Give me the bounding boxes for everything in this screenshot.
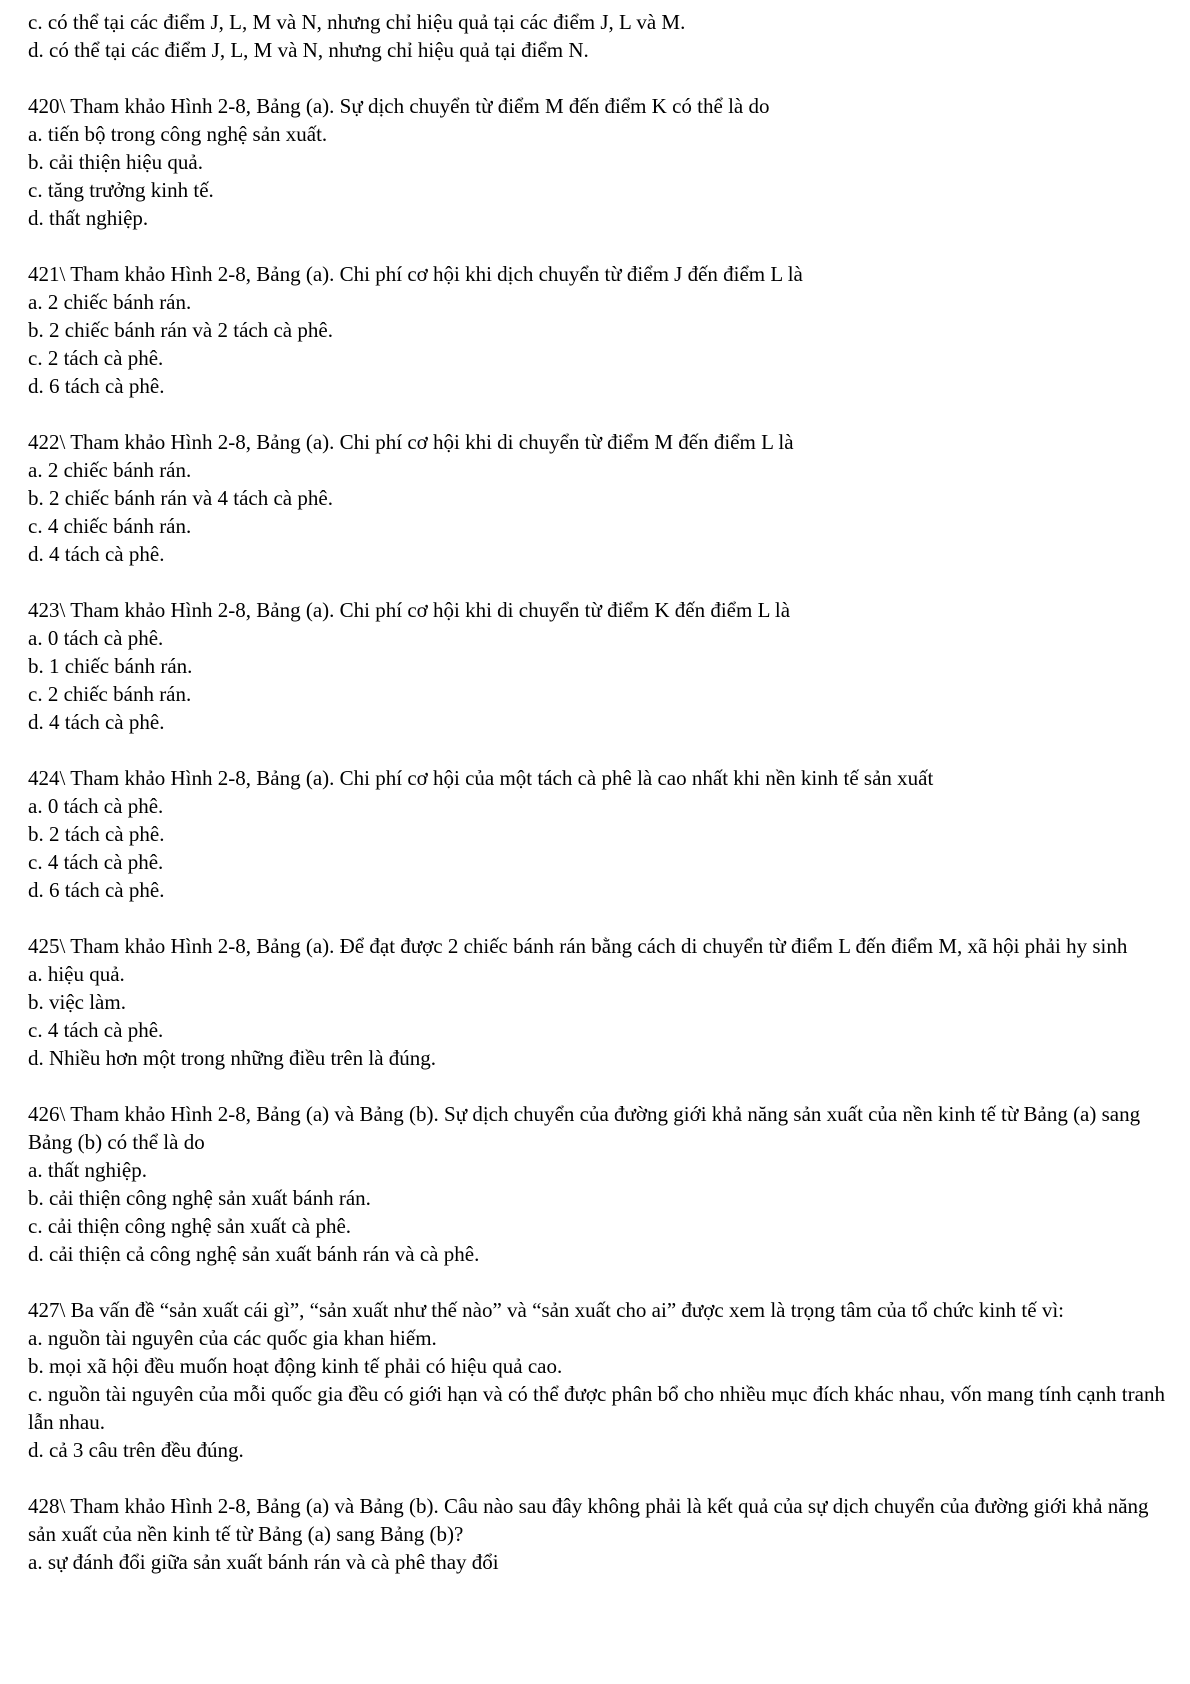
option-line: a. 2 chiếc bánh rán. [28, 458, 192, 482]
option-line: d. 4 tách cà phê. [28, 710, 165, 734]
question-426 [28, 1100, 1168, 1268]
question-stem: 423\ Tham khảo Hình 2-8, Bảng (a). Chi phí cơ hội khi di chuyển từ điểm K đến điểm L là [28, 598, 791, 622]
question-stem: 424\ Tham khảo Hình 2-8, Bảng (a). Chi phí cơ hội của một tách cà phê là cao nhất khi nền kinh tế sản xuất [28, 766, 934, 790]
option-line: b. 2 tách cà phê. [28, 822, 165, 846]
option-line: d. có thể tại các điểm J, L, M và N, nhưng chỉ hiệu quả tại điểm N. [28, 38, 589, 62]
option-line: d. thất nghiệp. [28, 206, 149, 230]
option-line: c. tăng trưởng kinh tế. [28, 178, 214, 202]
option-line: c. có thể tại các điểm J, L, M và N, nhưng chỉ hiệu quả tại các điểm J, L và M. [28, 10, 686, 34]
option-line: c. 2 tách cà phê. [28, 346, 164, 370]
question-stem: 428\ Tham khảo Hình 2-8, Bảng (a) và Bảng (b). Câu nào sau đây không phải là kết quả của sự dịch chuyển của đường giới khả năng sản xuất của nền kinh tế từ Bảng (a) sang Bảng (b)? [28, 1494, 1149, 1546]
question-424 [28, 764, 1168, 904]
option-line: a. 2 chiếc bánh rán. [28, 290, 192, 314]
option-line: a. thất nghiệp. [28, 1158, 147, 1182]
option-line: c. cải thiện công nghệ sản xuất cà phê. [28, 1214, 352, 1238]
option-line: d. 4 tách cà phê. [28, 542, 165, 566]
option-line: d. Nhiều hơn một trong những điều trên là đúng. [28, 1046, 437, 1070]
question-stem: 420\ Tham khảo Hình 2-8, Bảng (a). Sự dịch chuyển từ điểm M đến điểm K có thể là do [28, 94, 770, 118]
question-stem: 427\ Ba vấn đề “sản xuất cái gì”, “sản xuất như thế nào” và “sản xuất cho ai” được xem là trọng tâm của tổ chức kinh tế vì: [28, 1298, 1064, 1322]
option-line: d. 6 tách cà phê. [28, 878, 165, 902]
question-421 [28, 260, 1168, 400]
option-line: c. nguồn tài nguyên của mỗi quốc gia đều có giới hạn và có thể được phân bổ cho nhiều mục đích khác nhau, vốn mang tính cạnh tranh lẫn nhau. [28, 1382, 1165, 1434]
option-line: c. 4 chiếc bánh rán. [28, 514, 192, 538]
option-line: a. sự đánh đổi giữa sản xuất bánh rán và cà phê thay đổi [28, 1550, 499, 1574]
question-423 [28, 596, 1168, 736]
lead-options [28, 8, 1168, 64]
option-line: b. việc làm. [28, 990, 126, 1014]
question-425 [28, 932, 1168, 1072]
option-line: a. nguồn tài nguyên của các quốc gia khan hiếm. [28, 1326, 437, 1350]
option-line: a. 0 tách cà phê. [28, 794, 164, 818]
option-line: b. cải thiện công nghệ sản xuất bánh rán. [28, 1186, 371, 1210]
option-line: d. 6 tách cà phê. [28, 374, 165, 398]
question-420 [28, 92, 1168, 232]
option-line: a. tiến bộ trong công nghệ sản xuất. [28, 122, 328, 146]
option-line: b. mọi xã hội đều muốn hoạt động kinh tế phải có hiệu quả cao. [28, 1354, 563, 1378]
question-stem: 422\ Tham khảo Hình 2-8, Bảng (a). Chi phí cơ hội khi di chuyển từ điểm M đến điểm L là [28, 430, 794, 454]
question-stem: 425\ Tham khảo Hình 2-8, Bảng (a). Để đạt được 2 chiếc bánh rán bằng cách di chuyển từ điểm L đến điểm M, xã hội phải hy sinh [28, 934, 1128, 958]
question-stem: 426\ Tham khảo Hình 2-8, Bảng (a) và Bảng (b). Sự dịch chuyển của đường giới khả năng sản xuất của nền kinh tế từ Bảng (a) sang Bảng (b) có thể là do [28, 1102, 1141, 1154]
option-line: d. cải thiện cả công nghệ sản xuất bánh rán và cà phê. [28, 1242, 480, 1266]
option-line: b. cải thiện hiệu quả. [28, 150, 203, 174]
option-line: a. 0 tách cà phê. [28, 626, 164, 650]
question-428 [28, 1492, 1168, 1576]
question-427 [28, 1296, 1168, 1464]
option-line: c. 4 tách cà phê. [28, 1018, 164, 1042]
option-line: b. 2 chiếc bánh rán và 4 tách cà phê. [28, 486, 333, 510]
option-line: d. cả 3 câu trên đều đúng. [28, 1438, 244, 1462]
option-line: b. 2 chiếc bánh rán và 2 tách cà phê. [28, 318, 333, 342]
document-page [28, 8, 1168, 1604]
option-line: c. 4 tách cà phê. [28, 850, 164, 874]
option-line: c. 2 chiếc bánh rán. [28, 682, 192, 706]
option-line: b. 1 chiếc bánh rán. [28, 654, 193, 678]
option-line: a. hiệu quả. [28, 962, 125, 986]
question-stem: 421\ Tham khảo Hình 2-8, Bảng (a). Chi phí cơ hội khi dịch chuyển từ điểm J đến điểm L là [28, 262, 803, 286]
question-422 [28, 428, 1168, 568]
